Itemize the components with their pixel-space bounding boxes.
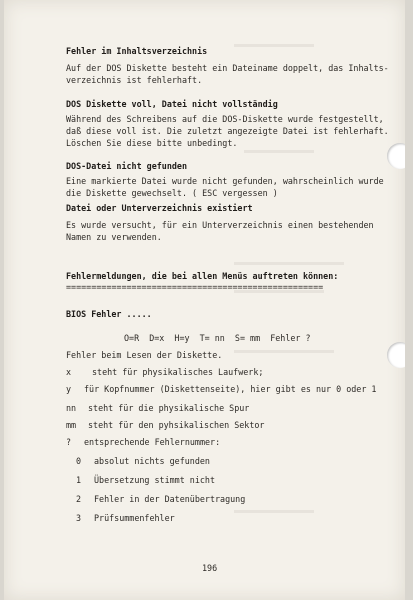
document-page: [4, 0, 405, 600]
section-body: Es wurde versucht, für ein Unterverzeichnis einen bestehenden Namen zu verwenden.: [66, 220, 374, 242]
bleed-through: [234, 44, 314, 47]
page-number: 196: [202, 563, 218, 573]
legend-text: entsprechende Fehlernummer:: [84, 437, 221, 447]
legend-text: steht für die physikalische Spur: [88, 403, 250, 413]
code-text: Übersetzung stimmt nicht: [94, 475, 216, 485]
section-body: Während des Schreibens auf die DOS-Diskette wurde festgestellt, daß diese voll ist. Die zuletzt angezeigte Datei ist fehlerhaft. Löschen Sie diese bitte unbedingt.: [66, 114, 389, 148]
legend-key: x: [66, 367, 72, 377]
code-text: absolut nichts gefunden: [94, 456, 210, 466]
code-text: Fehler in der Datenübertragung: [94, 494, 246, 504]
code-number: 3: [76, 513, 82, 523]
heading-underline: ===================================================: [66, 282, 324, 292]
code-number: 1: [76, 475, 82, 485]
bios-heading: BIOS Fehler .....: [66, 309, 152, 319]
bios-format: O=R D=x H=y T= nn S= mm Fehler ?: [124, 333, 311, 343]
punch-hole: [387, 342, 405, 368]
section-body: Eine markierte Datei wurde nicht gefunden, wahrscheinlich wurde die Diskette gewechselt. ( ESC vergessen ): [66, 176, 384, 198]
punch-hole: [387, 143, 405, 169]
legend-text: steht für physikalisches Laufwerk;: [92, 367, 264, 377]
code-number: 0: [76, 456, 82, 466]
code-text: Prüfsummenfehler: [94, 513, 175, 523]
legend-key: nn: [66, 403, 77, 413]
section-heading: Fehler im Inhaltsverzeichnis: [66, 46, 208, 56]
legend-key: mm: [66, 420, 77, 430]
bleed-through: [234, 350, 334, 353]
legend-text: steht für den pyhsikalischen Sektor: [88, 420, 265, 430]
legend-key: ?: [66, 437, 72, 447]
legend-text: für Kopfnummer (Diskettenseite), hier gibt es nur 0 oder 1: [84, 384, 377, 394]
section-heading: DOS Diskette voll, Datei nicht vollständig: [66, 99, 278, 109]
bleed-through: [234, 262, 344, 265]
code-number: 2: [76, 494, 82, 504]
legend-key: y: [66, 384, 72, 394]
bleed-through: [234, 510, 314, 513]
bios-intro: Fehler beim Lesen der Diskette.: [66, 350, 223, 360]
section-heading: Datei oder Unterverzeichnis existiert: [66, 203, 253, 213]
section-body: Auf der DOS Diskette besteht ein Dateiname doppelt, das Inhalts- verzeichnis ist fehlerhaft.: [66, 63, 389, 85]
general-heading: Fehlermeldungen, die bei allen Menüs auftreten können:: [66, 271, 339, 281]
bleed-through: [244, 150, 314, 153]
section-heading: DOS-Datei nicht gefunden: [66, 161, 188, 171]
